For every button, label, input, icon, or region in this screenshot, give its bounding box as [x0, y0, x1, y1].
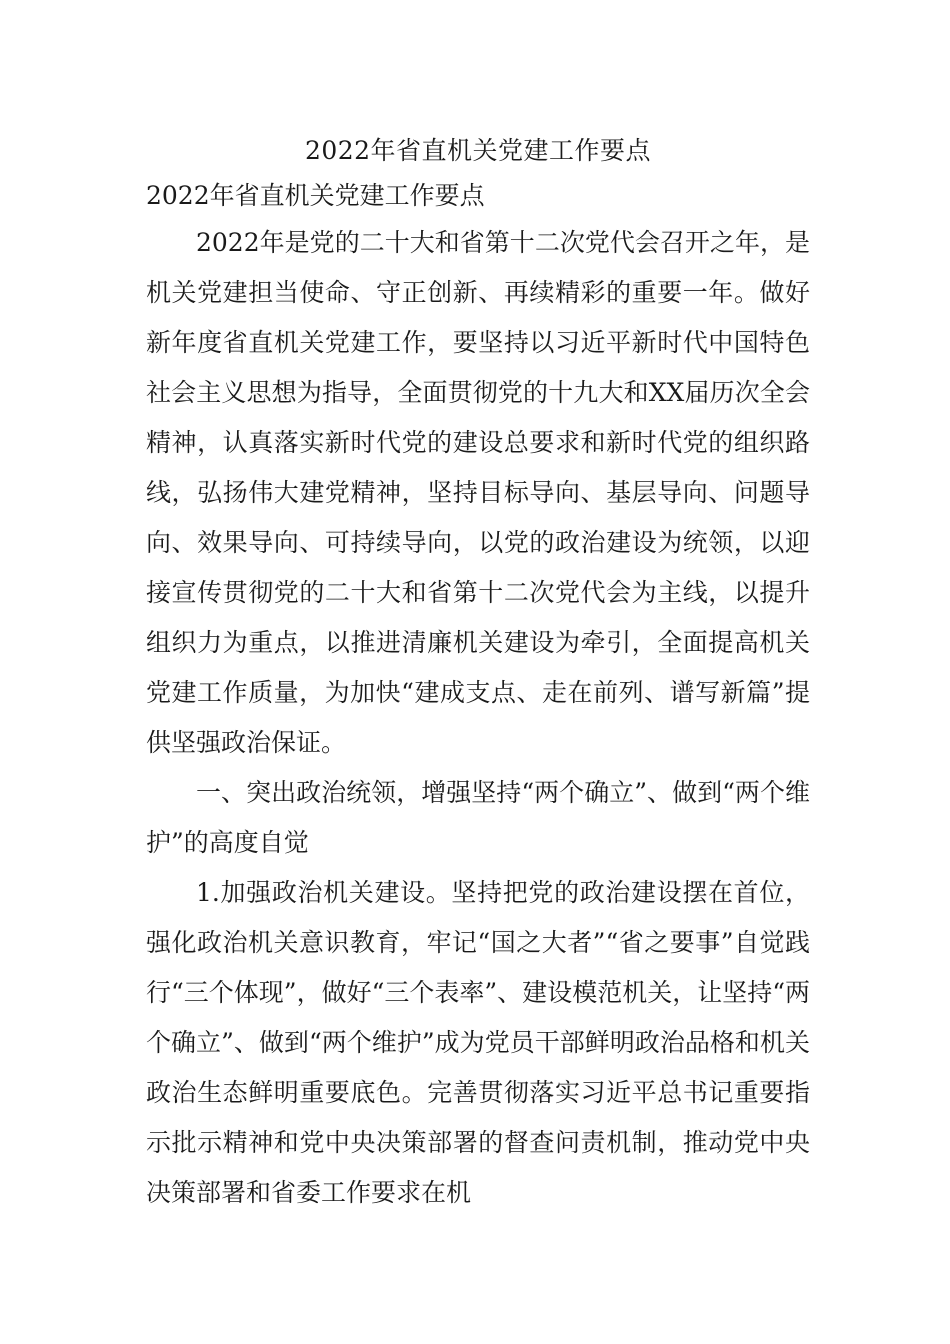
item-paragraph-1: 1.加强政治机关建设。坚持把党的政治建设摆在首位，强化政治机关意识教育，牢记“国之大者”“省之要事”自觉践行“三个体现”，做好“三个表率”、建设模范机关，让坚持“两个确立”、做到“两个维护”成为党员干部鲜明政治品格和机关政治生态鲜明重要底色。完善贯彻落实习近平总书记重要指示批示精神和党中央决策部署的督查问责机制，推动党中央决策部署和省委工作要求在机 [146, 878, 810, 1207]
section-heading-1: 一、突出政治统领，增强坚持“两个确立”、做到“两个维护”的高度自觉 [146, 778, 810, 857]
intro-paragraph: 2022年是党的二十大和省第十二次党代会召开之年，是机关党建担当使命、守正创新、再续精彩的重要一年。做好新年度省直机关党建工作，要坚持以习近平新时代中国特色社会主义思想为指导，全面贯彻党的十九大和XX届历次全会精神，认真落实新时代党的建设总要求和新时代党的组织路线，弘扬伟大建党精神，坚持目标导向、基层导向、问题导向、效果导向、可持续导向，以党的政治建设为统领，以迎接宣传贯彻党的二十大和省第十二次党代会为主线，以提升组织力为重点，以推进清廉机关建设为牵引，全面提高机关党建工作质量，为加快“建成支点、走在前列、谱写新篇”提供坚强政治保证。 [146, 228, 810, 757]
document-title: 2022年省直机关党建工作要点 [304, 136, 652, 165]
document-subtitle: 2022年省直机关党建工作要点 [146, 181, 485, 210]
document-page [146, 128, 810, 1218]
